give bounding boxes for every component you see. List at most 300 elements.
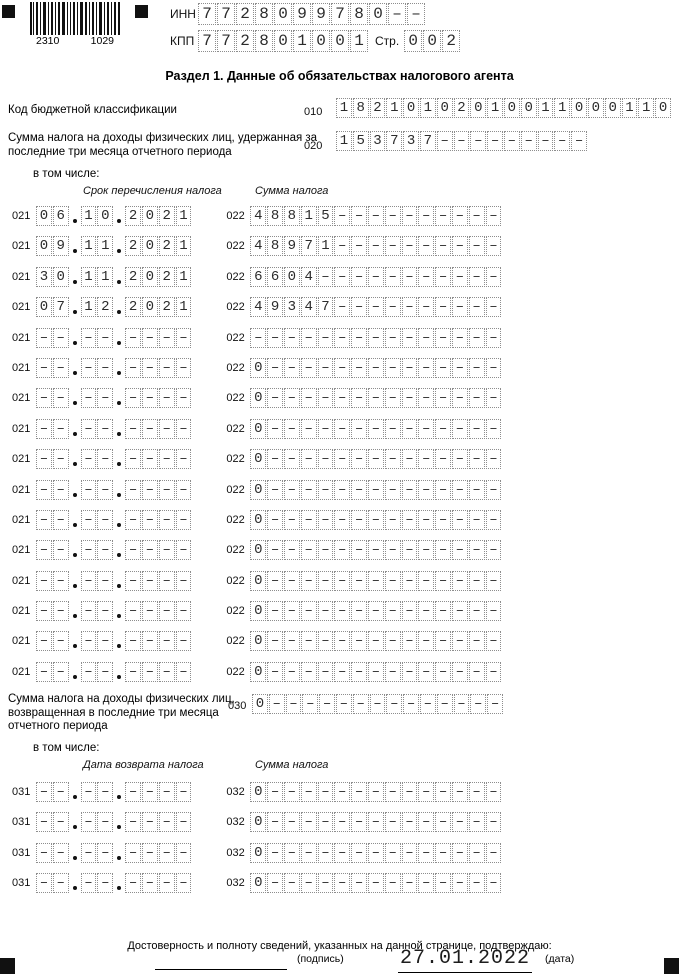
form-cell: 0 xyxy=(250,782,266,802)
form-cell: – xyxy=(385,358,401,378)
date-separator-dot xyxy=(117,644,121,648)
form-cell: – xyxy=(486,812,502,832)
payment-row xyxy=(12,206,502,226)
form-cell: – xyxy=(470,131,486,151)
form-cell: – xyxy=(176,812,192,832)
date-separator-dot xyxy=(73,432,77,436)
form-cell: 5 xyxy=(353,131,369,151)
sum-field xyxy=(250,601,502,621)
form-cell: 0 xyxy=(142,297,158,317)
form-cell: – xyxy=(318,782,334,802)
form-cell: – xyxy=(267,358,283,378)
date-separator-dot xyxy=(73,584,77,588)
form-cell: – xyxy=(53,388,69,408)
form-cell: – xyxy=(159,662,175,682)
form-cell: 0 xyxy=(250,601,266,621)
date-separator-dot xyxy=(73,614,77,618)
form-cell: 1 xyxy=(336,131,352,151)
form-cell: 7 xyxy=(217,30,235,52)
form-cell: – xyxy=(159,843,175,863)
form-cell: – xyxy=(36,782,52,802)
form-cell: – xyxy=(81,571,97,591)
form-cell: – xyxy=(334,571,350,591)
form-cell: 0 xyxy=(53,267,69,287)
form-cell: – xyxy=(159,358,175,378)
form-cell: – xyxy=(125,571,141,591)
registration-mark xyxy=(2,5,15,18)
form-cell: – xyxy=(36,571,52,591)
form-cell: – xyxy=(469,662,485,682)
section-title: Раздел 1. Данные об обязательствах налогового агента xyxy=(165,69,514,83)
form-cell: – xyxy=(351,449,367,469)
form-cell: – xyxy=(418,510,434,530)
date-separator-dot xyxy=(117,584,121,588)
form-cell: – xyxy=(176,328,192,348)
form-cell: 0 xyxy=(252,694,268,714)
form-cell: – xyxy=(97,358,113,378)
form-cell: – xyxy=(334,540,350,560)
date-separator-dot xyxy=(117,614,121,618)
payment-row xyxy=(12,267,502,287)
form-cell: – xyxy=(418,236,434,256)
sum-row-code: 022 xyxy=(226,544,245,557)
form-cell: – xyxy=(267,873,283,893)
form-cell: – xyxy=(284,631,300,651)
form-cell: 8 xyxy=(255,30,273,52)
form-cell: – xyxy=(385,419,401,439)
form-cell: – xyxy=(36,843,52,863)
form-cell: – xyxy=(486,388,502,408)
form-cell: – xyxy=(351,873,367,893)
form-cell: – xyxy=(368,812,384,832)
form-cell: – xyxy=(81,419,97,439)
form-cell: – xyxy=(81,449,97,469)
form-cell: – xyxy=(36,449,52,469)
form-cell: – xyxy=(418,328,434,348)
form-cell: – xyxy=(142,843,158,863)
form-cell: – xyxy=(125,449,141,469)
kpp-field xyxy=(198,30,369,52)
form-cell: 0 xyxy=(504,98,520,118)
payment-row xyxy=(12,873,502,893)
including-label-2: в том числе: xyxy=(33,742,100,754)
form-cell: – xyxy=(418,297,434,317)
form-cell: – xyxy=(159,782,175,802)
form-cell: – xyxy=(318,358,334,378)
form-cell: – xyxy=(386,694,402,714)
form-cell: 0 xyxy=(470,98,486,118)
form-cell: – xyxy=(486,601,502,621)
date-row-code: 021 xyxy=(12,483,31,496)
form-cell: – xyxy=(97,449,113,469)
form-cell: 7 xyxy=(198,3,216,25)
form-cell: 2 xyxy=(236,30,254,52)
form-cell: – xyxy=(435,449,451,469)
form-cell: – xyxy=(385,540,401,560)
form-cell: – xyxy=(267,662,283,682)
form-cell: 2 xyxy=(125,267,141,287)
form-cell: – xyxy=(334,662,350,682)
form-cell: – xyxy=(351,358,367,378)
form-cell: – xyxy=(334,449,350,469)
form-cell: 0 xyxy=(250,449,266,469)
column-header-transfer-date: Срок перечисления налога xyxy=(83,185,222,197)
form-cell: 4 xyxy=(250,206,266,226)
form-cell: – xyxy=(402,631,418,651)
form-cell: – xyxy=(435,782,451,802)
form-cell: 8 xyxy=(255,3,273,25)
date-separator-dot xyxy=(117,886,121,890)
form-cell: – xyxy=(402,601,418,621)
form-cell: – xyxy=(142,328,158,348)
registration-mark xyxy=(135,5,148,18)
form-cell: – xyxy=(301,873,317,893)
payment-row xyxy=(12,388,502,408)
form-cell: – xyxy=(125,510,141,530)
date-row-code: 021 xyxy=(12,210,31,222)
form-cell: – xyxy=(159,571,175,591)
form-cell: – xyxy=(318,662,334,682)
form-cell: – xyxy=(351,388,367,408)
form-cell: – xyxy=(301,782,317,802)
form-cell: – xyxy=(351,480,367,500)
form-cell: – xyxy=(81,631,97,651)
form-cell: – xyxy=(159,631,175,651)
form-cell: – xyxy=(301,843,317,863)
date-separator-dot xyxy=(73,856,77,860)
form-cell: – xyxy=(284,510,300,530)
date-separator-dot xyxy=(73,825,77,829)
form-cell: – xyxy=(301,540,317,560)
payment-row xyxy=(12,540,502,560)
date-field xyxy=(36,358,192,378)
form-cell: – xyxy=(368,328,384,348)
form-cell: 1 xyxy=(420,98,436,118)
form-cell: – xyxy=(351,540,367,560)
form-cell: 0 xyxy=(312,30,330,52)
including-label: в том числе: xyxy=(33,168,100,180)
date-row-code: 021 xyxy=(12,544,31,557)
form-cell: 4 xyxy=(250,297,266,317)
form-cell: – xyxy=(402,843,418,863)
form-cell: – xyxy=(318,510,334,530)
date-separator-dot xyxy=(73,886,77,890)
form-cell: – xyxy=(487,694,503,714)
sum-row-code: 022 xyxy=(226,361,245,374)
form-cell: – xyxy=(418,631,434,651)
form-cell: – xyxy=(351,631,367,651)
form-cell: – xyxy=(318,480,334,500)
form-cell: – xyxy=(385,571,401,591)
payment-row xyxy=(12,601,502,621)
date-separator-dot xyxy=(73,401,77,405)
form-cell: – xyxy=(267,510,283,530)
form-cell: – xyxy=(435,328,451,348)
form-cell: – xyxy=(267,601,283,621)
sum-row-code: 032 xyxy=(226,786,245,798)
form-cell: – xyxy=(469,297,485,317)
form-cell: – xyxy=(334,601,350,621)
form-cell: – xyxy=(301,662,317,682)
payment-row xyxy=(12,631,502,651)
date-row-code: 021 xyxy=(12,240,31,253)
form-cell: – xyxy=(176,480,192,500)
form-cell: – xyxy=(318,571,334,591)
form-cell: 2 xyxy=(159,297,175,317)
form-cell: – xyxy=(267,328,283,348)
sum-field xyxy=(250,480,502,500)
form-cell: 0 xyxy=(250,510,266,530)
form-cell: – xyxy=(554,131,570,151)
sum-field xyxy=(250,297,502,317)
date-row-code: 021 xyxy=(12,635,31,648)
inn-row xyxy=(170,3,426,25)
form-cell: 2 xyxy=(97,297,113,317)
date-field xyxy=(36,782,192,802)
form-cell: – xyxy=(125,328,141,348)
page-number-label: Стр. xyxy=(375,34,400,48)
form-cell: 6 xyxy=(267,267,283,287)
form-cell: – xyxy=(53,571,69,591)
form-cell: – xyxy=(486,419,502,439)
form-cell: – xyxy=(284,480,300,500)
date-row-code: 021 xyxy=(12,605,31,618)
form-cell: – xyxy=(336,694,352,714)
date-field xyxy=(36,662,192,682)
sum-row-code: 022 xyxy=(226,453,245,466)
payment-row xyxy=(12,480,502,500)
form-cell: 5 xyxy=(318,206,334,226)
sum-row-code: 022 xyxy=(226,210,245,222)
form-cell: – xyxy=(334,782,350,802)
form-cell: – xyxy=(318,631,334,651)
date-field xyxy=(36,812,192,832)
form-cell: – xyxy=(159,812,175,832)
form-cell: 0 xyxy=(250,480,266,500)
form-cell: – xyxy=(142,510,158,530)
date-separator-dot xyxy=(73,219,77,223)
date-row-code: 021 xyxy=(12,574,31,587)
form-cell: – xyxy=(318,449,334,469)
form-cell: – xyxy=(176,358,192,378)
form-cell: 0 xyxy=(142,236,158,256)
form-cell: – xyxy=(53,449,69,469)
form-cell: – xyxy=(176,388,192,408)
form-cell: – xyxy=(402,812,418,832)
inn-label: ИНН xyxy=(170,7,196,21)
sum-row-code: 022 xyxy=(226,635,245,648)
returned-field xyxy=(252,694,504,714)
form-cell: – xyxy=(368,873,384,893)
date-row-code: 021 xyxy=(12,331,31,344)
form-cell: – xyxy=(97,662,113,682)
sum-row-code: 022 xyxy=(226,331,245,344)
form-cell: – xyxy=(486,206,502,226)
form-cell: 1 xyxy=(81,297,97,317)
form-cell: – xyxy=(36,328,52,348)
payment-row xyxy=(12,812,502,832)
form-cell: – xyxy=(418,571,434,591)
form-cell: – xyxy=(418,480,434,500)
date-separator-dot xyxy=(73,493,77,497)
sum-field xyxy=(250,571,502,591)
form-cell: – xyxy=(469,328,485,348)
form-cell: 2 xyxy=(159,267,175,287)
form-cell: – xyxy=(53,419,69,439)
form-cell: 1 xyxy=(336,98,352,118)
form-cell: – xyxy=(368,631,384,651)
form-cell: – xyxy=(334,843,350,863)
form-cell: – xyxy=(36,358,52,378)
date-separator-dot xyxy=(73,795,77,799)
form-cell: – xyxy=(334,480,350,500)
form-cell: – xyxy=(452,358,468,378)
form-cell: – xyxy=(334,388,350,408)
kbk-label: Код бюджетной классификации xyxy=(8,104,177,116)
date-separator-dot xyxy=(117,371,121,375)
sum-field xyxy=(250,267,502,287)
form-cell: – xyxy=(159,540,175,560)
date-separator-dot xyxy=(73,280,77,284)
form-cell: – xyxy=(368,782,384,802)
form-cell: – xyxy=(284,843,300,863)
signature-date-value: 27.01.2022 xyxy=(398,947,532,973)
form-cell: – xyxy=(452,328,468,348)
form-cell: 0 xyxy=(274,30,292,52)
form-cell: – xyxy=(334,510,350,530)
form-cell: – xyxy=(334,267,350,287)
form-cell: – xyxy=(403,694,419,714)
form-cell: – xyxy=(301,328,317,348)
form-cell: – xyxy=(97,540,113,560)
form-cell: – xyxy=(351,510,367,530)
form-cell: 1 xyxy=(176,297,192,317)
form-cell: – xyxy=(36,601,52,621)
form-cell: – xyxy=(452,843,468,863)
form-cell: – xyxy=(353,694,369,714)
form-cell: – xyxy=(125,388,141,408)
form-cell: – xyxy=(142,419,158,439)
date-field xyxy=(36,297,192,317)
form-cell: – xyxy=(81,540,97,560)
form-cell: – xyxy=(125,843,141,863)
form-cell: – xyxy=(53,601,69,621)
form-cell: – xyxy=(385,510,401,530)
date-separator-dot xyxy=(117,219,121,223)
form-cell: 0 xyxy=(250,812,266,832)
form-cell: – xyxy=(435,843,451,863)
form-cell: – xyxy=(437,694,453,714)
payment-row xyxy=(12,662,502,682)
date-separator-dot xyxy=(117,523,121,527)
returned-code: 030 xyxy=(228,700,247,712)
form-cell: – xyxy=(385,328,401,348)
date-separator-dot xyxy=(117,493,121,497)
date-field xyxy=(36,571,192,591)
form-cell: – xyxy=(418,419,434,439)
form-cell: 0 xyxy=(423,30,441,52)
barcode-number-left: 2310 xyxy=(36,35,60,47)
form-cell: 0 xyxy=(521,98,537,118)
form-cell: – xyxy=(36,388,52,408)
form-cell: – xyxy=(53,662,69,682)
form-cell: – xyxy=(81,510,97,530)
sum-field xyxy=(250,843,502,863)
form-cell: 1 xyxy=(81,267,97,287)
form-cell: – xyxy=(318,267,334,287)
date-separator-dot xyxy=(73,310,77,314)
form-cell: 7 xyxy=(198,30,216,52)
date-row-code: 021 xyxy=(12,513,31,526)
form-cell: – xyxy=(402,236,418,256)
sum-field xyxy=(250,419,502,439)
form-cell: – xyxy=(486,873,502,893)
date-field xyxy=(36,601,192,621)
kbk-code: 010 xyxy=(304,106,323,118)
form-cell: – xyxy=(370,694,386,714)
form-cell: 6 xyxy=(250,267,266,287)
form-cell: 1 xyxy=(386,98,402,118)
form-cell: – xyxy=(435,206,451,226)
form-cell: – xyxy=(402,540,418,560)
form-cell: 7 xyxy=(217,3,235,25)
form-cell: – xyxy=(81,873,97,893)
form-cell: 4 xyxy=(301,297,317,317)
form-cell: – xyxy=(418,358,434,378)
registration-mark xyxy=(0,958,15,974)
form-cell: – xyxy=(452,812,468,832)
form-cell: – xyxy=(267,782,283,802)
form-cell: – xyxy=(334,328,350,348)
form-cell: – xyxy=(388,3,406,25)
form-cell: – xyxy=(368,510,384,530)
form-cell: – xyxy=(385,267,401,287)
form-cell: – xyxy=(36,631,52,651)
form-cell: – xyxy=(176,419,192,439)
form-cell: 7 xyxy=(318,297,334,317)
form-cell: – xyxy=(176,540,192,560)
form-cell: – xyxy=(470,694,486,714)
sum-row-code: 022 xyxy=(226,513,245,526)
form-cell: 2 xyxy=(442,30,460,52)
form-cell: – xyxy=(267,480,283,500)
form-cell: 0 xyxy=(571,98,587,118)
form-cell: – xyxy=(402,782,418,802)
form-cell: – xyxy=(435,297,451,317)
payment-row xyxy=(12,297,502,317)
date-separator-dot xyxy=(73,523,77,527)
form-cell: – xyxy=(486,782,502,802)
form-cell: – xyxy=(435,812,451,832)
form-cell: – xyxy=(452,540,468,560)
form-cell: – xyxy=(435,267,451,287)
form-cell: – xyxy=(571,131,587,151)
form-cell: – xyxy=(437,131,453,151)
form-cell: – xyxy=(284,449,300,469)
form-cell: 0 xyxy=(36,206,52,226)
sum-field xyxy=(250,388,502,408)
form-cell: – xyxy=(142,782,158,802)
form-cell: – xyxy=(286,694,302,714)
form-cell: – xyxy=(469,873,485,893)
form-cell: – xyxy=(125,358,141,378)
form-cell: – xyxy=(81,480,97,500)
signature-line xyxy=(155,969,287,970)
form-cell: – xyxy=(418,388,434,408)
form-cell: – xyxy=(53,782,69,802)
form-cell: – xyxy=(385,812,401,832)
form-cell: – xyxy=(452,782,468,802)
